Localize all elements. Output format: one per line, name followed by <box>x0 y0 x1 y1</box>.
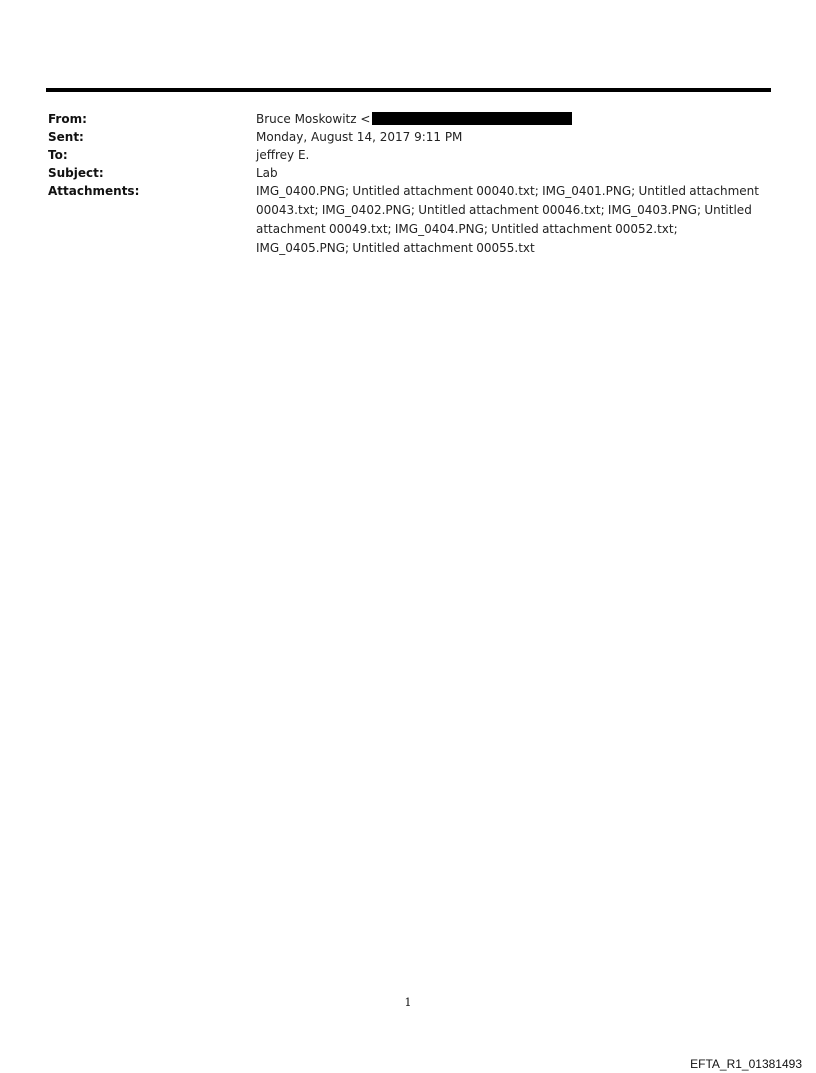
redaction-block <box>372 112 572 125</box>
sender-name: Bruce Moskowitz < <box>256 112 371 126</box>
subject-value: Lab <box>256 166 278 180</box>
from-row <box>48 110 768 128</box>
sent-row <box>48 128 768 146</box>
email-header <box>48 110 768 258</box>
sent-label: Sent: <box>48 130 84 144</box>
to-label: To: <box>48 148 68 162</box>
attachments-row <box>48 182 768 258</box>
from-value <box>256 110 768 128</box>
bates-number: EFTA_R1_01381493 <box>690 1057 802 1071</box>
attachments-value: IMG_0400.PNG; Untitled attachment 00040.txt; IMG_0401.PNG; Untitled attachment 00043.txt; IMG_0402.PNG; Untitled attachment 00046.txt; IMG_0403.PNG; Untitled attachment 00049.txt; IMG_0404.PNG; Untitled attachment 00052.txt; IMG_0405.PNG; Untitled attachment 00055.txt <box>256 184 759 255</box>
to-value: jeffrey E. <box>256 148 310 162</box>
subject-label: Subject: <box>48 166 104 180</box>
from-label: From: <box>48 112 87 126</box>
header-divider <box>46 88 771 92</box>
sent-value: Monday, August 14, 2017 9:11 PM <box>256 130 463 144</box>
attachments-label: Attachments: <box>48 184 140 198</box>
page-number: 1 <box>404 996 412 1009</box>
subject-row <box>48 164 768 182</box>
to-row <box>48 146 768 164</box>
